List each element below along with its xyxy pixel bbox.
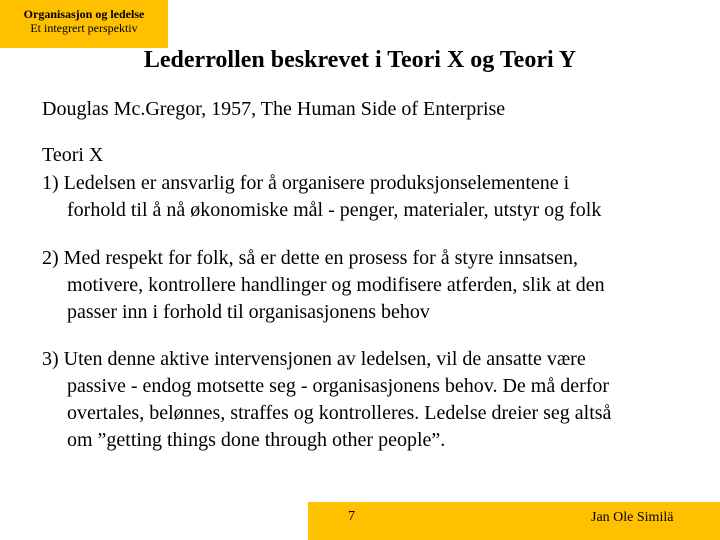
footer-bar bbox=[308, 502, 720, 540]
slide-subtitle: Douglas Mc.Gregor, 1957, The Human Side of Enterprise bbox=[42, 98, 506, 120]
point-line: om ”getting things done through other people”. bbox=[67, 429, 446, 451]
point-1 bbox=[42, 170, 720, 224]
point-line: passer inn i forhold til organisasjonens behov bbox=[67, 301, 430, 323]
point-3 bbox=[42, 346, 720, 454]
point-line: overtales, belønnes, straffes og kontrolleres. Ledelse dreier seg altså bbox=[67, 402, 612, 424]
badge-subtitle: Et integrert perspektiv bbox=[30, 21, 138, 35]
slide-title: Lederrollen beskrevet i Teori X og Teori Y bbox=[143, 47, 577, 73]
point-2 bbox=[42, 245, 720, 326]
course-badge bbox=[0, 0, 168, 48]
point-line: 3) Uten denne aktive intervensjonen av ledelsen, vil de ansatte være bbox=[42, 348, 586, 370]
footer-author: Jan Ole Similä bbox=[591, 510, 674, 525]
badge-title: Organisasjon og ledelse bbox=[23, 7, 145, 21]
page-number: 7 bbox=[348, 509, 355, 524]
point-line: forhold til å nå økonomiske mål - penger, materialer, utstyr og folk bbox=[67, 199, 602, 221]
section-heading: Teori X bbox=[42, 144, 104, 166]
point-line: 1) Ledelsen er ansvarlig for å organisere produksjonselementene i bbox=[42, 172, 570, 194]
point-line: passive - endog motsette seg - organisasjonens behov. De må derfor bbox=[67, 375, 610, 397]
point-line: motivere, kontrollere handlinger og modifisere atferden, slik at den bbox=[67, 274, 605, 296]
point-line: 2) Med respekt for folk, så er dette en prosess for å styre innsatsen, bbox=[42, 247, 578, 269]
